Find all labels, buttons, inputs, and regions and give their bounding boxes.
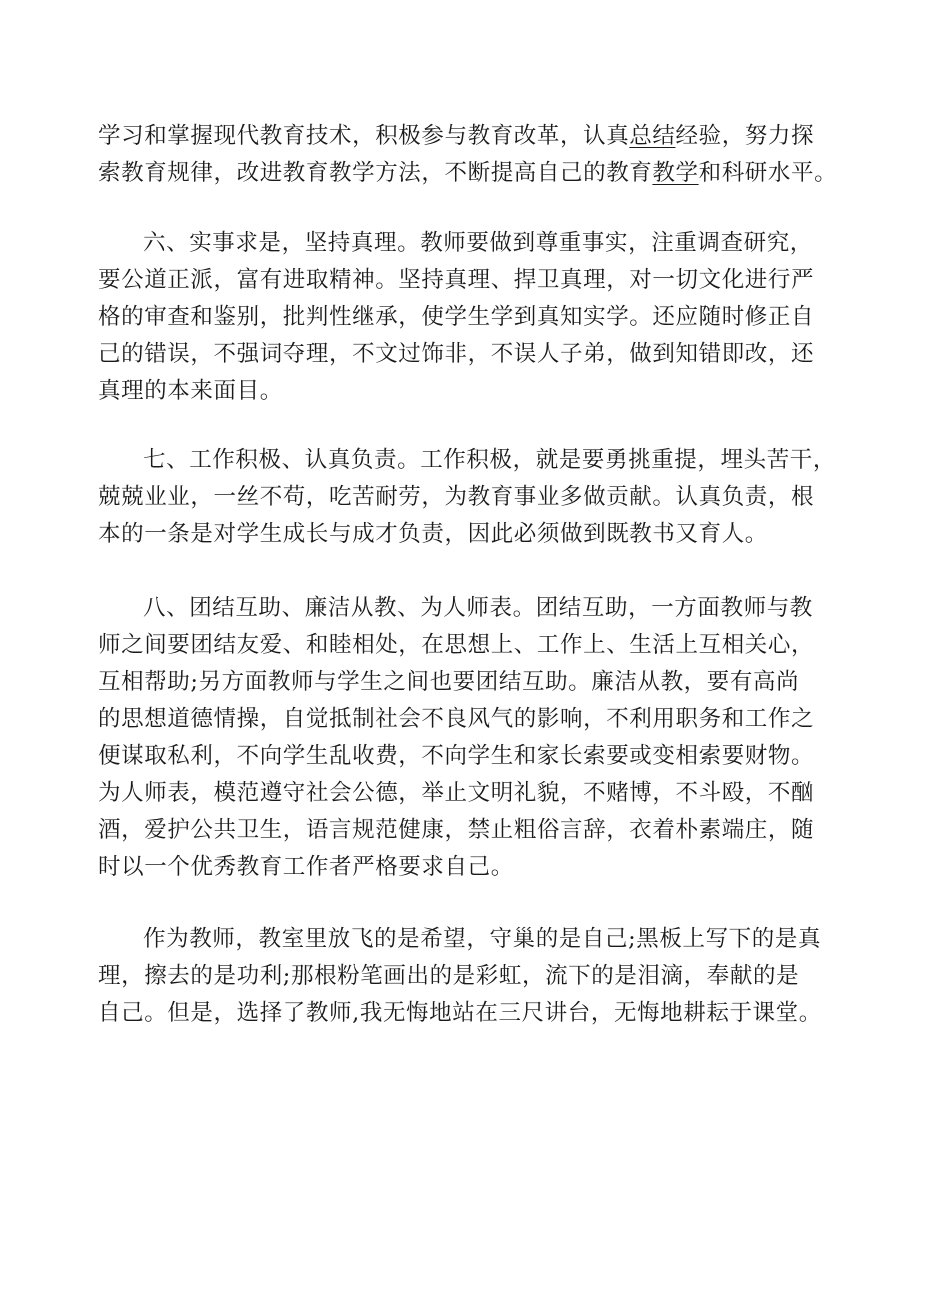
paragraph-continued — [98, 118, 858, 192]
text-line: 七、工作积极、认真负责。工作积极，就是要勇挑重提，埋头苦干， — [143, 447, 837, 473]
text-line: 己的错误，不强词夺理，不文过饰非，不误人子弟，做到知错即改，还 — [98, 341, 815, 367]
paragraph-eight — [98, 590, 858, 886]
text-line: 学习和掌握现代教育技术，积极参与教育改革，认真总结经验，努力探 — [98, 123, 815, 149]
text-line: 便谋取私利，不向学生乱收费，不向学生和家长索要或变相索要财物。 — [98, 743, 815, 769]
text-line: 兢兢业业，一丝不苟，吃苦耐劳，为教育事业多做贡献。认真负责，根 — [98, 484, 815, 510]
paragraph-seven — [98, 442, 858, 553]
text-line: 八、团结互助、廉洁从教、为人师表。团结互助，一方面教师与教 — [143, 595, 813, 621]
text-line: 酒，爱护公共卫生，语言规范健康，禁止粗俗言辞，衣着朴素端庄，随 — [98, 817, 815, 843]
text-line: 师之间要团结友爱、和睦相处，在思想上、工作上、生活上互相关心， — [98, 632, 815, 658]
underlined-term: 总结 — [629, 123, 676, 149]
paragraph-conclusion — [98, 921, 858, 1032]
text-line: 本的一条是对学生成长与成才负责，因此必须做到既教书又育人。 — [98, 521, 768, 547]
text-line: 为人师表，模范遵守社会公德，举止文明礼貌，不赌博，不斗殴，不酗 — [98, 780, 815, 806]
text-line: 索教育规律，改进教育教学方法，不断提高自己的教育教学和科研水平。 — [98, 160, 838, 186]
text-line: 互相帮助;另方面教师与学生之间也要团结互助。廉洁从教，要有高尚 — [98, 669, 800, 695]
text-line: 自己。但是，选择了教师,我无悔地站在三尺讲台，无悔地耕耘于课堂。 — [98, 1000, 822, 1026]
text-line: 时以一个优秀教育工作者严格要求自己。 — [98, 854, 514, 880]
underlined-term: 教学 — [652, 160, 699, 186]
text-line: 格的审查和鉴别，批判性继承，使学生学到真知实学。还应随时修正自 — [98, 304, 815, 330]
paragraph-six — [98, 225, 858, 410]
text-line: 要公道正派，富有进取精神。坚持真理、捍卫真理，对一切文化进行严 — [98, 267, 815, 293]
text-line: 六、实事求是，坚持真理。教师要做到尊重事实，注重调查研究， — [143, 230, 813, 256]
text-line: 的思想道德情操，自觉抵制社会不良风气的影响，不利用职务和工作之 — [98, 706, 815, 732]
text-line: 真理的本来面目。 — [98, 378, 283, 404]
text-line: 理，擦去的是功利;那根粉笔画出的是彩虹，流下的是泪滴，奉献的是 — [98, 963, 800, 989]
text-line: 作为教师，教室里放飞的是希望，守巢的是自己;黑板上写下的是真 — [143, 926, 822, 952]
